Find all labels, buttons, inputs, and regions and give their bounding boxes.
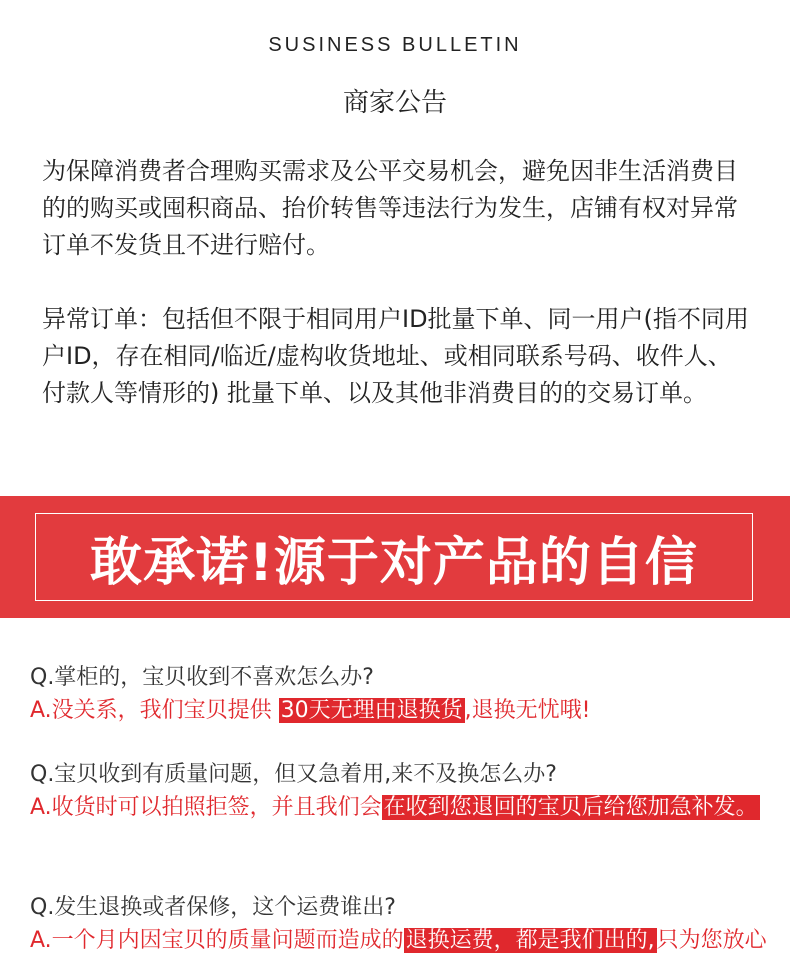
notice-paragraph-2: 异常订单：包括但不限于相同用户ID批量下单、同一用户(指不同用户ID，存在相同/临近/虚构收货地址、或相同联系号码、收件人、付款人等情形的) 批量下单、以及其他非消费目的的交易订单。 xyxy=(42,305,749,407)
faq-answer-2-text: A.收货时可以拍照拒签，并且我们会 xyxy=(30,795,382,820)
bulletin-title-en: SUSINESS BULLETIN xyxy=(268,34,522,56)
promise-banner-frame xyxy=(35,513,753,601)
promise-banner-text: 敢承诺!源于对产品的自信 xyxy=(90,532,698,593)
faq-answer-1-highlight: 30天无理由退换货 xyxy=(280,698,463,723)
faq-answer-1-tail: ,退换无忧哦! xyxy=(464,698,591,723)
faq-answer-3-tail: 只为您放心 xyxy=(656,928,767,953)
faq-answer-2-highlight: 在收到您退回的宝贝后给您加急补发。 xyxy=(383,795,758,820)
faq-answer-2 xyxy=(30,791,775,824)
faq-question-2: Q.宝贝收到有质量问题，但又急着用,来不及换怎么办? xyxy=(30,762,557,787)
faq-question-3: Q.发生退换或者保修，这个运费谁出? xyxy=(30,895,396,920)
faq-answer-3-highlight: 退换运费，都是我们出的, xyxy=(405,928,655,953)
faq-answer-3 xyxy=(30,924,775,957)
faq-answer-1-text: A.没关系，我们宝贝提供 xyxy=(30,698,279,723)
faq-item-3 xyxy=(30,891,775,957)
bulletin-title-cn: 商家公告 xyxy=(342,88,447,118)
faq-question-1: Q.掌柜的，宝贝收到不喜欢怎么办? xyxy=(30,665,374,690)
faq-item-1 xyxy=(30,661,775,727)
promise-banner xyxy=(0,496,790,618)
faq-answer-1 xyxy=(30,694,775,727)
faq-item-2 xyxy=(30,758,775,824)
faq-answer-3-text: A.一个月内因宝贝的质量问题而造成的 xyxy=(30,928,404,953)
notice-paragraph-1: 为保障消费者合理购买需求及公平交易机会，避免因非生活消费目的的购买或囤积商品、抬价转售等违法行为发生，店铺有权对异常订单不发货且不进行赔付。 xyxy=(42,157,738,259)
